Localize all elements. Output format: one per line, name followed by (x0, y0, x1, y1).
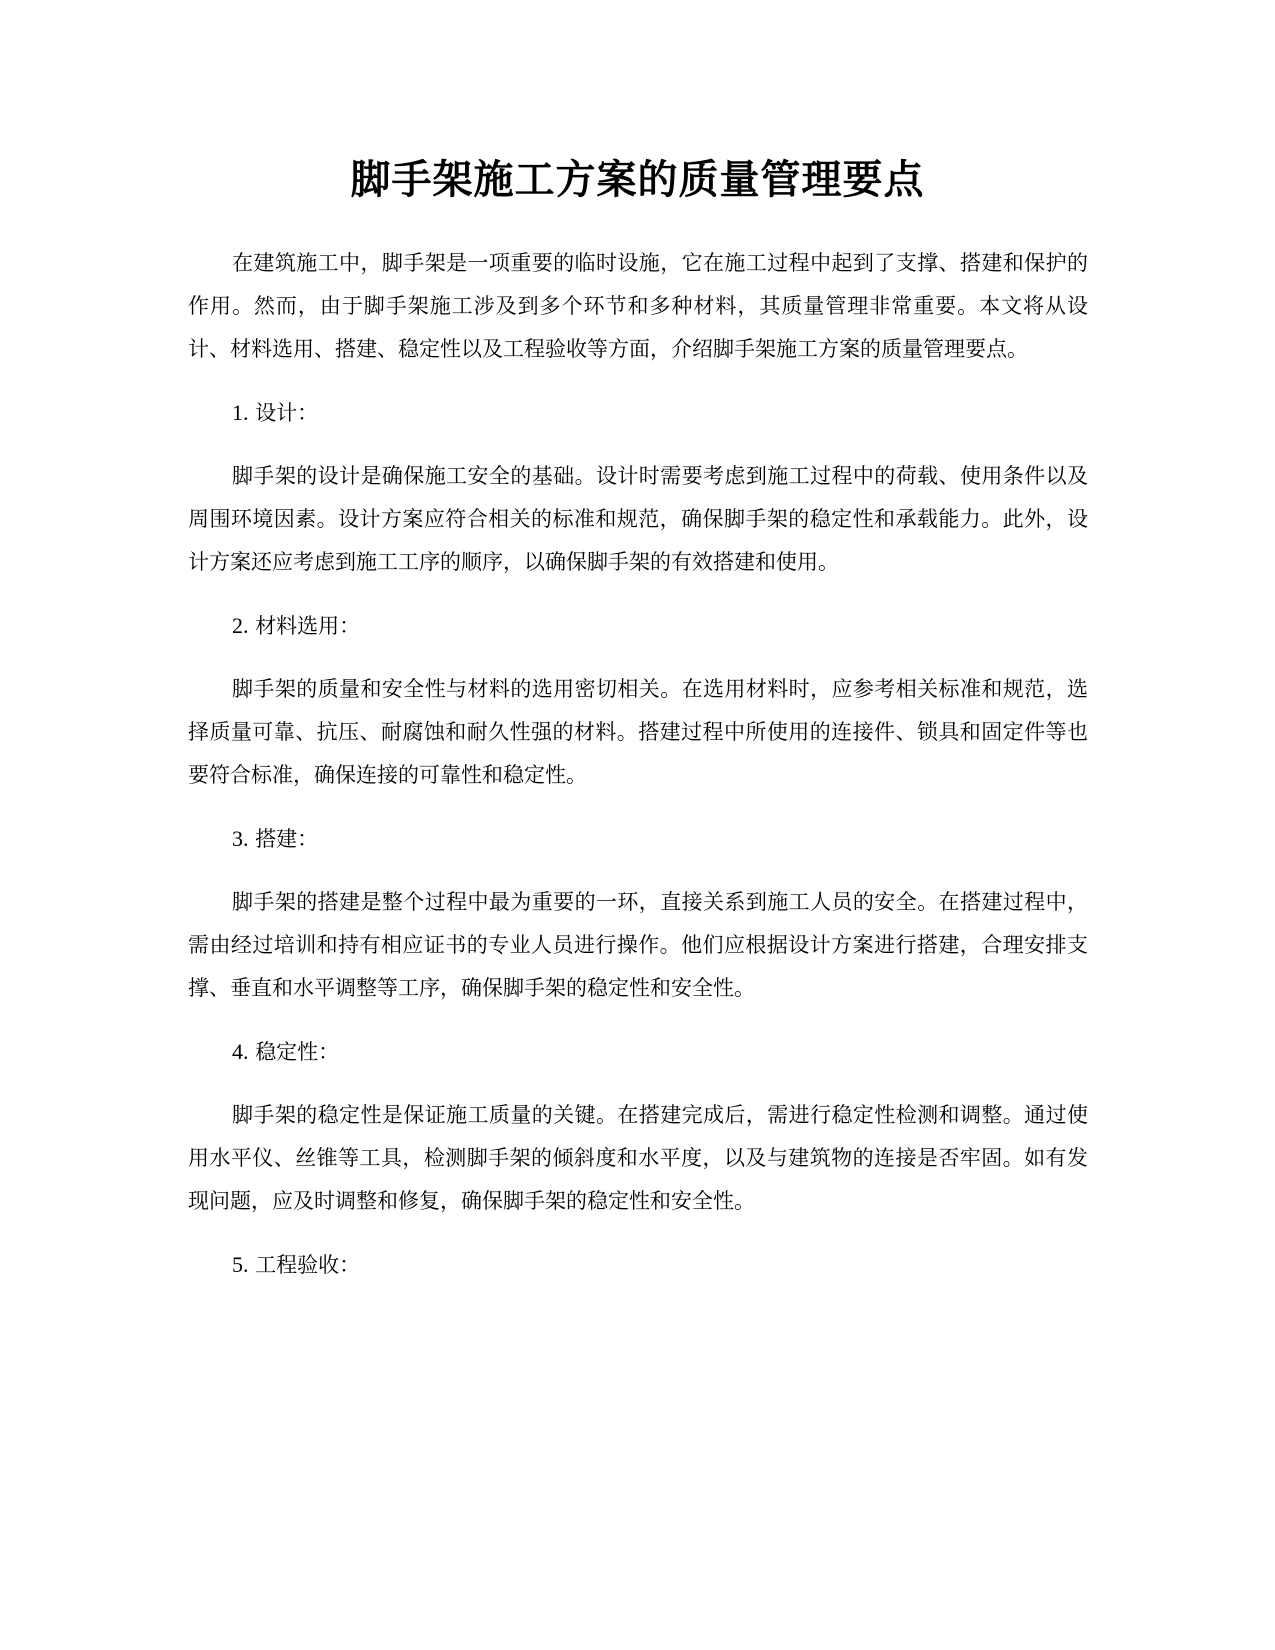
section-heading-acceptance (188, 1243, 1088, 1287)
section-paragraph-materials: 脚手架的质量和安全性与材料的选用密切相关。在选用材料时，应参考相关标准和规范，选择质量可靠、抗压、耐腐蚀和耐久性强的材料。搭建过程中所使用的连接件、锁具和固定件等也要符合标准，确保连接的可靠性和稳定性。 (188, 677, 1088, 787)
section-number: 4. (232, 1039, 249, 1064)
section-paragraph-stability: 脚手架的稳定性是保证施工质量的关键。在搭建完成后，需进行稳定性检测和调整。通过使用水平仪、丝锥等工具，检测脚手架的倾斜度和水平度，以及与建筑物的连接是否牢固。如有发现问题，应及时调整和修复，确保脚手架的稳定性和安全性。 (188, 1103, 1088, 1213)
intro-paragraph: 在建筑施工中，脚手架是一项重要的临时设施，它在施工过程中起到了支撑、搭建和保护的作用。然而，由于脚手架施工涉及到多个环节和多种材料，其质量管理非常重要。本文将从设计、材料选用、搭建、稳定性以及工程验收等方面，介绍脚手架施工方案的质量管理要点。 (188, 251, 1088, 361)
section-paragraph-erection: 脚手架的搭建是整个过程中最为重要的一环，直接关系到施工人员的安全。在搭建过程中，需由经过培训和持有相应证书的专业人员进行操作。他们应根据设计方案进行搭建，合理安排支撑、垂直和水平调整等工序，确保脚手架的稳定性和安全性。 (188, 890, 1088, 1000)
document-title: 脚手架施工方案的质量管理要点 (350, 157, 925, 203)
section-number: 1. (232, 400, 249, 425)
section-title: 材料选用： (255, 614, 361, 638)
document-body (188, 242, 1088, 1307)
section-number: 2. (232, 613, 249, 638)
section-paragraph-design: 脚手架的设计是确保施工安全的基础。设计时需要考虑到施工过程中的荷载、使用条件以及周围环境因素。设计方案应符合相关的标准和规范，确保脚手架的稳定性和承载能力。此外，设计方案还应考虑到施工工序的顺序，以确保脚手架的有效搭建和使用。 (188, 464, 1088, 574)
section-title: 稳定性： (255, 1040, 340, 1064)
section-number: 5. (232, 1252, 249, 1277)
section-title: 搭建： (255, 827, 319, 851)
section-title: 设计： (255, 401, 319, 425)
section-title: 工程验收： (255, 1253, 361, 1277)
section-heading-materials (188, 604, 1088, 648)
section-heading-stability (188, 1030, 1088, 1074)
section-heading-erection (188, 817, 1088, 861)
section-heading-design (188, 391, 1088, 435)
section-number: 3. (232, 826, 249, 851)
